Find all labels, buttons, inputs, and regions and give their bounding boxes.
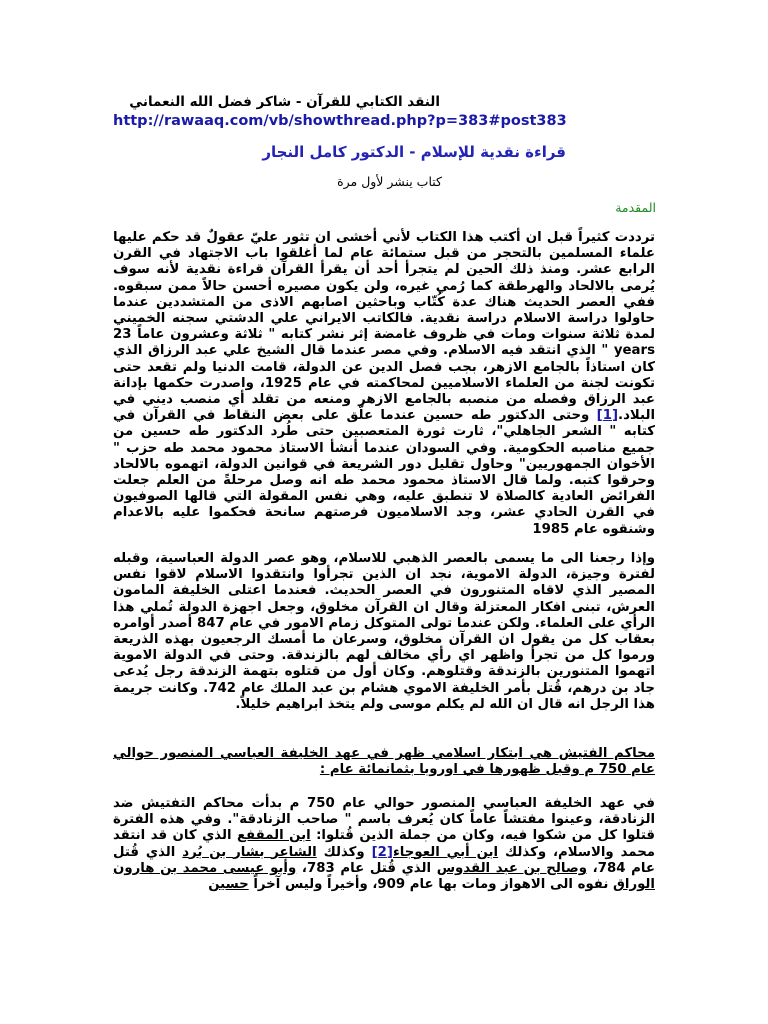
page-heading: قراءة نقدية للإسلام - الدكتور كامل النجار [262, 143, 566, 161]
footnote-link-1[interactable]: [1] [596, 408, 619, 424]
name-abu-isa-al-warraq: وأبو عيسى محمد بن هارون الوراق [113, 860, 655, 893]
paragraph-4-text-e: الذي قُتل عام 783، [296, 860, 437, 876]
name-salih-bin-abd-al-quddus: وصالح بن عبد القدوس [436, 860, 587, 876]
paragraph-1 [113, 230, 655, 538]
paragraph-4-text-a: في عهد الخليفة العباسي المنصور حوالي عام 750 م بدأت محاكم التفتيش ضد الزنادقة، وعينوا مفتشاً عاماً كان يُعرف باسم " صاحب الزنادقة". وفي هذه الفترة قتلوا كل من شكوا فيه، وكان من جملة الذين قُتلوا: [113, 796, 656, 844]
name-husayn: حسين [208, 877, 249, 893]
paragraph-2: وإذا رجعنا الى ما يسمى بالعصر الذهبي للاسلام، وهو عصر الدولة العباسية، وقبله لفترة وجيزة، الدولة الاموية، نجد ان الذين تجرأوا وانتقدوا الاسلام لاقوا نفس المصير الذي لاقاه المتنورون في العصر الحديث. فعندما اعتلى الخليفة المامون العرش، تبنى افكار المعتزلة وقال ان القرآن مخلوق، وجعل اجهزة الدولة تُملي هذا الرأي على العلماء. ولكن عندما تولى المتوكل زمام الامور في عام 847 أصدر أوامره بعقاب كل من يقول ان القرآن مخلوق، وسرعان ما أمسك الرجعيون بهذه الذريعة ورموا كل من تجرأ واظهر اي رأي مخالف لهم بالزندقة. وحتى في الدولة الاموية اتهموا المتنورين بالزندقة وقتلوهم. وكان أول من قتلوه بتهمة الزندقة رجل يُدعى جاد بن درهم، قُتل بأمر الخليفة الاموي هشام بن عبد الملك عام 742. وكانت جريمة هذا الرجل انه قال ان الله لم يكلم موسى ولم يتخذ ابراهيم خليلاً. [113, 551, 655, 712]
name-bashar-bin-burd: الشاعر بشار بن بُرد [182, 844, 317, 860]
paragraph-1-text-a: ترددت كثيراً قبل ان أكتب هذا الكتاب لأني أخشى ان تثور عليّ عقولٌ قد حكم عليها علماء المسلمين بالتحجر من قبل ستمائة عام لما أغلقوا باب الاجتهاد في القرن الرابع عشر. ومنذ ذلك الحين لم يتجرأ أحد أن يقرأ القرآن قراءة نقدية لأنه سوف يُرمى بالالحاد والهرطقة كما رُمي غيره، ولن يكون مصيره أحسن حالاً ممن سبقوه. ففي العصر الحديث هناك عدة كُتّاب وباحثين اصابهم الاذى من المتشددين عندما حاولوا دراسة الاسلام دراسة نقدية. فالكاتب الايراني علي الدشتي سجنه الخميني لمدة ثلاثة سنوات ومات في ظروف غامضة إثر نشر كتابه " ثلاثة وعشرون عاماً 23 years " الذي انتقد فيه الاسلام. وفي مصر عندما قال الشيخ علي عبد الرزاق الذي كان استاذاً بالجامع الازهر، بجب فصل الدين عن الدولة، قامت الدنيا ولم تقعد حتى تكونت لجنة من العلماء الاسلاميين لمحاكمته في عام 1925، واصدرت حكمها بإدانة عبد الرزاق وفصله من منصبه بالجامع الازهر ومنعه من تقلد أي منصب ديني في البلاد. [113, 230, 655, 424]
inquisition-subheading: محاكم الفتيش هي ابتكار اسلامي ظهر في عهد الخليفة العباسي المنصور حوالي عام 750 م وقبل ظهورها في اوروبا بثمانمائة عام : [113, 746, 655, 778]
section-title-introduction: المقدمة [615, 200, 656, 215]
source-link[interactable]: http://rawaaq.com/vb/showthread.php?p=383#post383 [113, 113, 567, 129]
paragraph-4 [113, 796, 655, 893]
paragraph-4-text-f: نفوه الى الاهواز ومات بها عام 909، وأخيراً وليس آخراً [248, 877, 613, 893]
paragraph-4-text-d: الذي قُتل عام 784، [113, 844, 656, 876]
paragraph-1-text-b: وحتى الدكتور طه حسين عندما علّق على بعض النقاط في القرآن في كتابه " الشعر الجاهلي"، ثارت ثورة المتعصبين حتى طُرد الدكتور طه حسين من جميع مناصبه الحكومية. وفي السودان عندما أنشأ الاستاذ محمود محمد طه حزب " الأخوان الجمهوريين" وحاول تقليل دور الشريعة في قوانين الدولة، اتهموه بالالحاد وحرقوا كتبه. ولما قال الاستاذ محمود محمد طه انه وصل مرحلةً من العلم جعلت الفرائض العادية كالصلاة لا تنطبق عليه، وهي نفس المقولة التي قالها الصوفيون في القرن الحادي عشر، وجد الاسلاميون فرصتهم سانحة فحكموا عليه بالاعدام وشنقوه عام 1985 [113, 408, 655, 537]
name-ibn-abi-al-awja: ابن أبي العوجاء [392, 844, 499, 860]
paragraph-4-text-c: وكذلك [316, 844, 372, 860]
name-ibn-al-muqaffa: ابن المقفع [236, 828, 311, 844]
page-subheading: كتاب ينشر لأول مرة [337, 174, 442, 189]
document-title-author: النقد الكتابي للقرآن - شاكر فضل الله النعماني [129, 94, 440, 110]
footnote-link-2[interactable]: [2] [371, 844, 393, 860]
paragraph-4-text-b: الذي كان قد انتقد محمد والاسلام، وكذلك [113, 828, 656, 860]
